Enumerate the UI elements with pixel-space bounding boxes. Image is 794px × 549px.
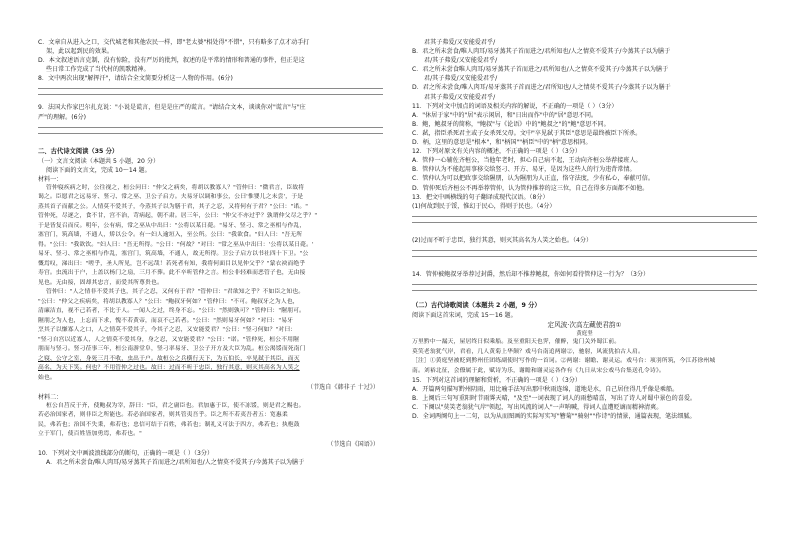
answer-line[interactable] <box>412 222 757 223</box>
question-10: 10．下列对文中画波浪线部分的断句，正确的一项是（ ）（3分） <box>38 449 214 457</box>
poem-note: 南。刘裕北征，会僚属于此，赋诗为乐，谢瞻和谢灵运各作有《九日从宋公戏马台集送孔令诗》。 <box>412 367 665 374</box>
passage-line: 若必治国家者，则非臣之所能也。若必治国家者，则其管夷吾乎。臣之所不若夷吾者五：宽惠柔 <box>38 412 288 419</box>
question-15: 15．下列对这首词的理解和赏析，不正确的一项是（ ）（3分） <box>412 377 581 385</box>
question-11-option-a[interactable]: A．"休居于家"中的"居"表示闲居，和"日出而作"中的"居"意思不同。 <box>412 111 598 119</box>
question-8: 8．文中两次出现"解挥汗"，请结合全文简要分析这一人物的作用。(6分) <box>38 75 233 83</box>
answer-line[interactable] <box>412 290 757 291</box>
answer-line[interactable] <box>412 250 757 251</box>
question-12-option-b[interactable]: B．管仲认为不能起用事移交给竖刁、开方、易牙，是因为这些人的行为违背常情。 <box>412 166 636 174</box>
passage-line: 桓公自莒反于齐，使鲍叔为宰，辞曰："臣，君之庸臣也。君加惠于臣，使不冻馁，则是君之赐也。 <box>46 402 305 409</box>
answer-line[interactable] <box>38 133 383 134</box>
section-2-title: 二、古代诗文阅读（35 分） <box>38 147 119 155</box>
passage-line: 管仲曰："人之情非不爱其子也，其子之忍，又何有于君？"管仲曰："君欲知之乎？不如臣之知也。 <box>46 289 305 296</box>
option-c-line: C．文章自从进入之口，交代城老和其他农民一样，即"老太婆"相处得"不错"，只有略多了点才动手打 <box>38 39 310 46</box>
answer-line[interactable] <box>38 88 383 89</box>
question-11: 11．下列对文中加点的词语及相关内容的解说，不正确的一项是（ ）（3分） <box>412 102 618 110</box>
question-13-part-2: (2)过而不听于忠臣，独行其意，则灭其高名为人笑之始也。（4分） <box>412 236 593 244</box>
material-1-source: （节选自《韩非子 十过》） <box>306 384 379 392</box>
passage-line: 蒸其首子而献之公。人情莫不爱其子，今蒸其子以为膳于君，其子之忍，又将何有于君？"公曰："诺。" <box>38 203 309 210</box>
passage-line: 管仲寝疾病之时，公往视之，桓公问曰："仲父之病矣，将胡以教寡人？"管仲曰："微君言，臣故将 <box>46 184 305 191</box>
option-c-line-cont: 架，此以起到民的效果。 <box>46 48 114 56</box>
question-15-option-d[interactable]: D．全词两阕句上一二句，以为从而图画的实际写实写"簪菊""骑射""作诗"的情景，通篇表现，笔法细腻。 <box>412 413 696 421</box>
question-11-option-b[interactable]: B．鲍，鲍叔牙的简称，"鲍叔"与《论语》中的"鲍叔之"的"鲍"意思不同。 <box>412 120 610 128</box>
right-column <box>412 38 757 422</box>
option-d-line-cont: 些日常工作完成了当代村的凯歌精神。 <box>46 66 150 74</box>
passage-line: 见也。无由接，固却其忠言，而爱其所尊贵也。 <box>38 279 163 286</box>
question-10-option-d-cont: 君其子弗爱/又安能爱君乎/ <box>424 93 496 101</box>
answer-line[interactable] <box>412 284 757 285</box>
subsection-1-instruction: 阅读下面的文言文，完成 10～14 题。 <box>46 166 151 174</box>
material-2-source: （节选自《国语》） <box>327 440 379 448</box>
poem-author: 黄庭坚 <box>576 331 593 338</box>
question-9: 9．法国大作家巴尔扎克说："小说是谎言，但是是庄严的谎言。"请结合文本，谈谈你对"谎言"与"庄 <box>38 104 306 112</box>
passage-line: 管仲死，尽逐之，食不甘，宫不治，苛病起，朝不肃。居三年，公曰："仲父不亦过乎？孰谓仲父尽之乎？" <box>38 213 318 220</box>
passage-line: 民，弗若也；治国不失秉，弗若也；忠信可结于百姓，弗若也；制礼义可法于四方，弗若也；执枹鼓 <box>38 421 300 428</box>
answer-line[interactable] <box>412 256 757 257</box>
question-14: 14．管仲被鲍叔牙举荐过封爵，然后却不推荐鲍叔，你如何看待管仲这一行为？（3分） <box>412 270 650 278</box>
passage-line: 清廉洁直，视不己若者，不比于人。一闻人之过，终身不忘。"公曰："然则孰可？"管仲曰："隰朋可。 <box>38 308 305 315</box>
question-13-part-1: (1)何故到民于馁，惟幻于民心，得则于民也。（4分） <box>412 202 556 210</box>
material-2-label: 材料二： <box>38 393 63 401</box>
question-10-option-c-cont: 君/其子弗爱/又安能爱君乎/ <box>424 75 498 83</box>
passage-line: 易牙、竖刁、常之巫相与作乱，塞宫门，筑高墙，不通人，故无所得。卫公子启方以书社四十下卫。"公 <box>38 251 309 258</box>
question-12: 12．下列对原文有关内容的概述，不正确的一项是（ ）（3分） <box>412 148 581 156</box>
question-10-option-a[interactable]: A．君之所未尝食/唯人肉耳/易牙蒸其子首而进之/君所知也/人之情莫不爱其子/今蒸其子以为膳于 <box>46 458 305 466</box>
subsection-2-instruction: 阅读下面这首宋词，完成 15～16 题。 <box>412 311 517 319</box>
passage-line: 烹其子以慊寡人之口，人之情莫不爱其子，今其子之忍，又安能爱君？"公曰："竖刁何如？"对曰： <box>38 327 297 334</box>
question-12-option-c[interactable]: C．管仲认为可以把政事交给隰朋，认为隰朋为人正直，恪守法度，少有私心，奉献可信。 <box>412 175 654 183</box>
question-12-option-d[interactable]: D．管仲死后齐桓公不再举荐管仲，认为管仲推荐的这三位，自己在得多方面都不如他。 <box>412 184 649 192</box>
question-10-option-d[interactable]: D．君之所未尝食/唯人肉耳/易牙蒸其子首而进之/君所知也/人之情莫不爱其子/今蒸其子以为膳于 <box>412 84 671 92</box>
passage-line-underlined: 高名，为天下笑。何也？不用管仲之过也。故曰：过而不听于忠臣，独行其意，则灭其高名为人笑之 <box>38 365 300 372</box>
option-d-line: D．本文叙述语言克制，没有惊险，没有严厉的批判，叙述的是平常的情形和普通的事件，但正是这 <box>38 57 305 65</box>
question-15-option-c[interactable]: C．下阕以"莫笑老翁犹气岸"领起，写出风流的词人"一声呐喊，得词人直遭贬谪而精神清爽。 <box>412 404 663 412</box>
poem-line: 万里黔中一漏天，屋居终日似乘船。及至重阳天也霁，催醉，鬼门关外蜀江前。 <box>412 339 621 346</box>
answer-line[interactable] <box>38 94 383 95</box>
subsection-2-title: （二）古代诗歌阅读（本题共 2 小题，9 分） <box>412 301 541 309</box>
question-10-option-b-cont: 君/其子弗爱/又安能爱君乎/ <box>424 57 498 65</box>
passage-line: 立于军门，使百姓皆加勇焉，弗若也。" <box>38 431 142 438</box>
material-1-label: 材料一： <box>38 175 63 183</box>
poem-line: 莫笑老翁犹气岸，君看，几人黄菊上华颠？戏马台南追两谢②，驰射，风流犹拍古人肩。 <box>412 348 644 355</box>
poem-title: 定风波·次高左藏使君韵① <box>547 321 622 330</box>
question-10-option-a-cont: 君其子弗爱/又安能爱君乎/ <box>424 39 496 46</box>
question-10-option-c[interactable]: C．君之所未尝食唯人肉耳/易牙蒸其子首而进之/君所知也/人之情莫不爱其子/今蒸其子以为膳于 <box>412 66 669 74</box>
passage-line: "公曰："仲父之疾病矣，将胡以教寡人？"公曰："鲍叔牙何如？"管仲曰："不可。鲍叔牙之为人也， <box>38 298 299 305</box>
question-11-option-c[interactable]: C．弑，指臣杀死君主或子女杀死父母。文中"卒见弑于其臣"意思是最终被臣下所杀。 <box>412 129 642 137</box>
passage-line: 始也。 <box>38 374 56 381</box>
question-12-option-a[interactable]: A．管仲一心辅佐齐桓公，当他年老时，担心自己病不起，王动向齐桓公举荐接班人。 <box>412 157 642 165</box>
passage-line: 得。"公曰："我欲饮。"妇人曰："吾无所得。"公曰："何故？"对曰："常之巫从中出曰：'公将以某日薨。' <box>38 241 314 248</box>
left-column <box>38 38 383 467</box>
question-13: 13．把文中画横线的句子翻译成现代汉语。（8分） <box>412 193 549 201</box>
question-10-option-b[interactable]: B．君之所未尝食/唯人肉耳/易牙蒸其子首而进之/君所知也/人之情莫不爱其子/今蒸其子以为膳于 <box>412 48 671 56</box>
passage-line: 隰朋之为人也，上忘而下求，愧不若黄帝，而哀不己若者。"公曰："然则易牙何如？"对曰："易牙 <box>38 317 294 324</box>
subsection-1-title: （一）文言文阅读（本题共 5 小题，20 分） <box>38 157 160 165</box>
answer-line[interactable] <box>412 216 757 217</box>
passage-line: 谒之。臣愿君之远易牙、竖刁、常之巫、卫公子启方。夫易牙以调和事公，公曰'惟婴儿之未尝'，于是 <box>38 194 304 201</box>
passage-line: 慨焉叹，涕出曰："嗟乎，圣人所见，岂不远哉！若死者有知，我将何面目以见仲父乎？"蒙衣袂而绝乎 <box>38 260 306 267</box>
passage-line: 朋而与竖刁。竖刁莅事三年，桓公南游堂阜，竖刁率易牙、卫公子开方及大臣为乱。桓公渴馁而死南门 <box>38 346 306 353</box>
question-15-option-a[interactable]: A．开篇两句描写黔州阴雨，用比喻手法写出那中秋雨连绵，道地是水，自己居住得几乎像是乘船。 <box>412 386 679 394</box>
answer-line[interactable] <box>38 127 383 128</box>
question-15-option-b[interactable]: B．上阕后三句写重阳时节雨霁天晴，"及至"一词表现了词人的雨愁晴喜，写出了诗人对蜀中景色的喜爱。 <box>412 395 697 403</box>
question-9-cont: 严"的理解。(6分) <box>38 113 86 121</box>
passage-line-underlined: 之寝、公守之室，身死三月不收，虫出于户。故桓公之兵横行天下，为五伯长，卒见弑于其臣，而灭 <box>38 355 300 362</box>
passage-line: 寿宫。虫流出于户，上盖以杨门之扇，三月不葬。此不卒听管仲之言。桓公非轻难而恶管子也，无由接 <box>38 270 306 277</box>
passage-line: 于是皆复召而反。明年，公有病，常之巫从中出曰："公将以某日薨。"易牙、竖刁、常之巫相与作乱， <box>38 222 306 229</box>
passage-line: "竖刁自宫以近寡人，人之情莫不爱其身，身之忍，又安能爱君？"公曰："诺。"管仲死，桓公不用隰 <box>38 336 300 343</box>
passage-line: 塞宫门，筑高墙，不通人，矫以公令。有一妇人逾垣入，至公所。公曰："我欲食。"妇人曰："吾无所 <box>38 232 303 239</box>
question-11-option-d[interactable]: D．柄，这里的意思是"根本"，和"柄国""柄臣"中的"柄"意思相同。 <box>412 139 592 147</box>
poem-note: ［注］①黄庭坚被贬到黔州任团练副使时写作的一首词。②两谢：谢瞻、谢灵运。戏马台：项羽所筑，今江苏徐州城 <box>412 358 716 365</box>
